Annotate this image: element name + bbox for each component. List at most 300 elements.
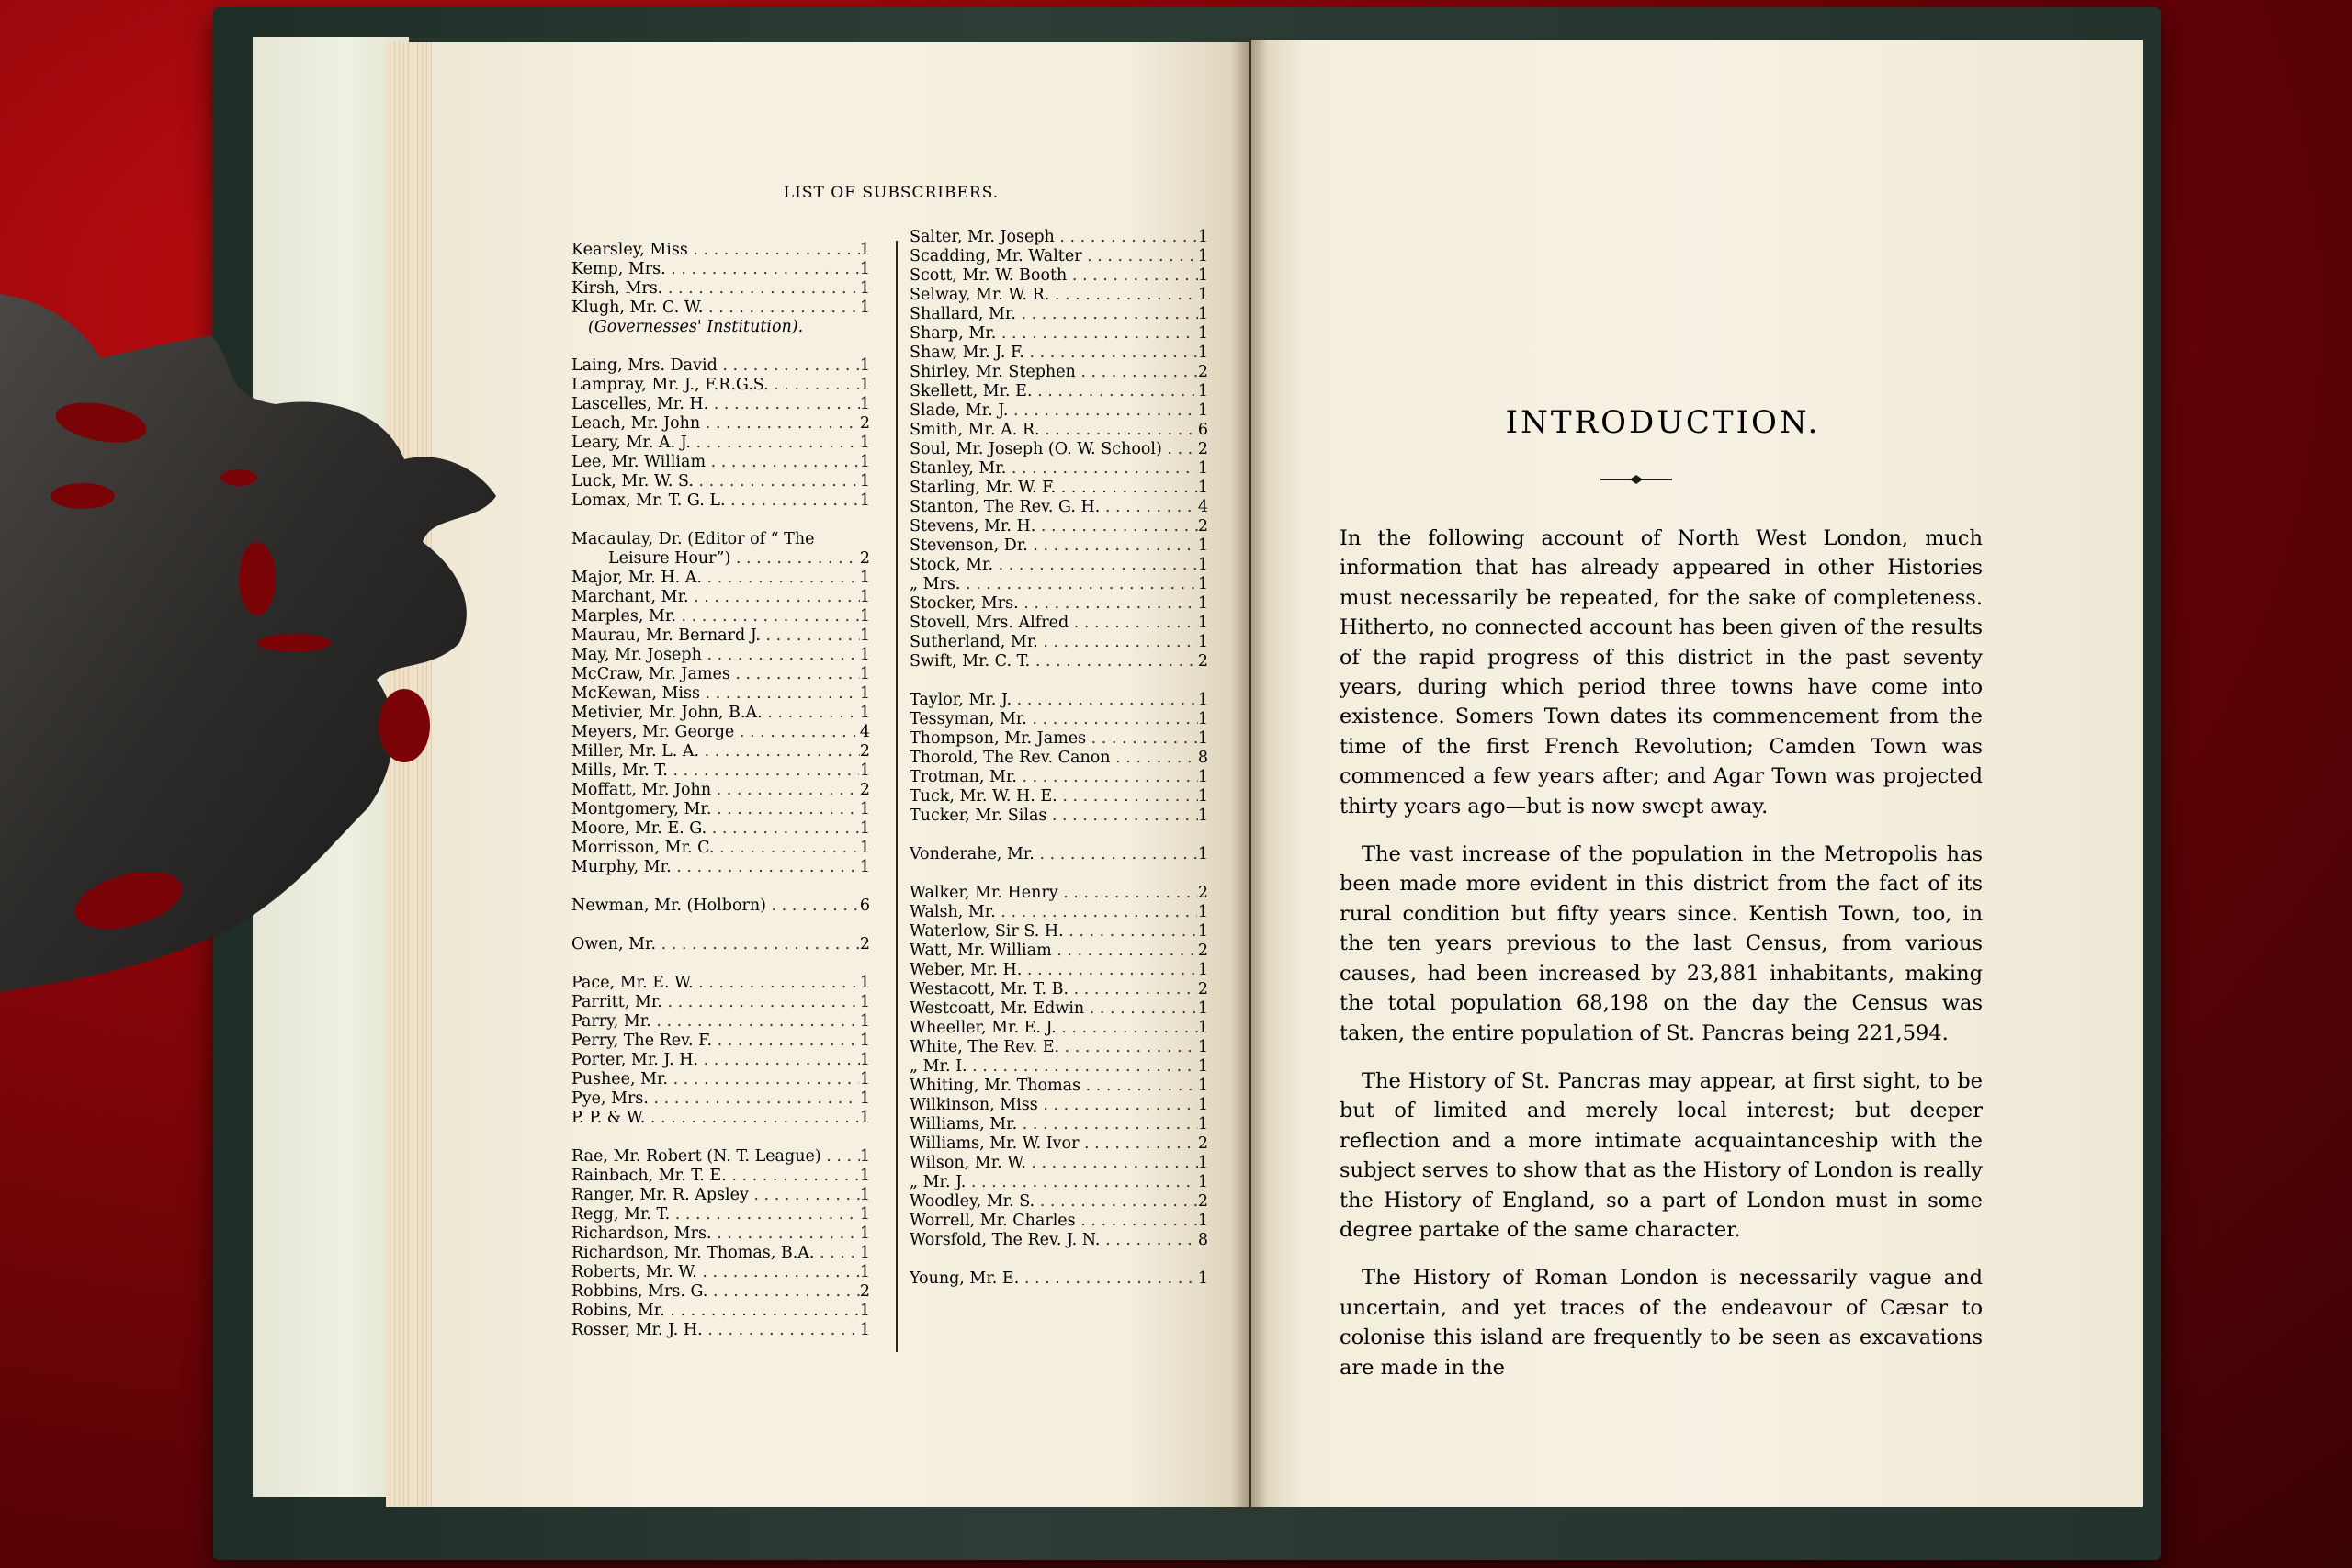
subscriber-count: 1 xyxy=(859,761,870,780)
subscriber-name: Thompson, Mr. James . . . xyxy=(910,729,1198,749)
subscriber-name: Pace, Mr. E. W. . . . xyxy=(571,974,860,993)
subscriber-count: 2 xyxy=(1197,1192,1208,1211)
subscriber-entry xyxy=(571,1263,870,1282)
ornament-divider xyxy=(1600,473,1672,486)
subscriber-name: Scott, Mr. W. Booth . . . xyxy=(910,266,1198,286)
subscriber-entry xyxy=(571,935,870,954)
subscriber-count: 1 xyxy=(1197,228,1208,246)
subscriber-entry xyxy=(910,961,1208,980)
subscriber-count: 2 xyxy=(1197,942,1208,960)
subscriber-name: May, Mr. Joseph . . . xyxy=(571,646,860,665)
subscriber-count: 1 xyxy=(859,472,870,491)
subscriber-name: Soul, Mr. Joseph (O. W. School) . . . xyxy=(910,440,1198,459)
entry-gap xyxy=(571,337,870,356)
subscriber-entry xyxy=(571,1070,870,1089)
subscriber-name: Luck, Mr. W. S. . . . xyxy=(571,472,860,491)
subscriber-name: Morrisson, Mr. C. . . . xyxy=(571,839,860,858)
subscriber-count: 2 xyxy=(859,1282,870,1301)
subscriber-count: 1 xyxy=(1197,1038,1208,1056)
subscriber-count: 1 xyxy=(859,1302,870,1320)
subscriber-count: 2 xyxy=(859,781,870,799)
subscriber-count: 1 xyxy=(859,626,870,645)
subscriber-entry xyxy=(910,536,1208,556)
subscriber-name: Stevenson, Dr. . . . xyxy=(910,536,1198,556)
subscriber-entry xyxy=(910,749,1208,768)
subscriber-count: 1 xyxy=(859,453,870,471)
subscriber-count: 1 xyxy=(1197,1115,1208,1134)
subscriber-name: Stovell, Mrs. Alfred . . . xyxy=(910,614,1198,633)
subscriber-entry xyxy=(910,787,1208,807)
entry-gap xyxy=(910,864,1208,884)
subscriber-count: 1 xyxy=(859,279,870,298)
subscriber-count: 1 xyxy=(859,1051,870,1069)
subscriber-entry xyxy=(571,665,870,684)
subscriber-entry xyxy=(571,704,870,723)
subscriber-count: 1 xyxy=(859,819,870,838)
introduction-title: INTRODUCTION. xyxy=(1505,404,1821,441)
subscriber-entry xyxy=(910,1019,1208,1038)
subscriber-count: 1 xyxy=(859,1244,870,1262)
subscriber-entry xyxy=(571,395,870,414)
subscriber-count: 2 xyxy=(859,742,870,761)
subscriber-name: Leary, Mr. A. J. . . . xyxy=(571,434,860,453)
subscriber-name: Westacott, Mr. T. B. . . . xyxy=(910,980,1198,999)
subscriber-name: Vonderahe, Mr. . . . xyxy=(910,845,1198,864)
subscriber-name: Sharp, Mr. . . . xyxy=(910,324,1197,344)
subscriber-name: Stanton, The Rev. G. H. . . . xyxy=(910,498,1198,517)
subscriber-count: 1 xyxy=(1197,1212,1208,1230)
subscriber-count: 1 xyxy=(859,858,870,876)
subscriber-count: 2 xyxy=(859,935,870,953)
running-head: LIST OF SUBSCRIBERS. xyxy=(783,184,1000,202)
subscriber-count: 1 xyxy=(1197,710,1208,728)
subscriber-name: Walker, Mr. Henry . . . xyxy=(910,884,1198,903)
subscriber-entry xyxy=(910,286,1208,305)
subscriber-name: Scadding, Mr. Walter . . . xyxy=(910,247,1198,266)
subscriber-entry xyxy=(910,1231,1208,1250)
subscriber-name: P. P. & W. . . . xyxy=(571,1109,859,1128)
subscriber-count: 1 xyxy=(1197,266,1208,285)
subscriber-name: Thorold, The Rev. Canon . . . xyxy=(910,749,1198,768)
subscriber-name: Waterlow, Sir S. H. . . . xyxy=(910,922,1198,942)
subscriber-count: 8 xyxy=(1197,1231,1208,1249)
subscriber-name: Swift, Mr. C. T. . . . xyxy=(910,652,1198,671)
subscribers-column-a xyxy=(571,241,870,1340)
subscriber-count: 1 xyxy=(859,646,870,664)
subscriber-name: Kemp, Mrs. . . . xyxy=(571,260,859,279)
subscriber-entry xyxy=(571,241,870,260)
subscriber-count: 1 xyxy=(859,260,870,278)
subscriber-count: 1 xyxy=(859,1321,870,1339)
subscriber-name: Whiting, Mr. Thomas . . . xyxy=(910,1077,1198,1096)
entry-gap xyxy=(910,1250,1208,1269)
subscriber-count: 8 xyxy=(1197,749,1208,767)
subscriber-entry xyxy=(571,549,870,569)
subscriber-count: 1 xyxy=(859,1089,870,1108)
subscriber-name: McCraw, Mr. James . . . xyxy=(571,665,860,684)
subscriber-entry xyxy=(910,266,1208,286)
subscriber-count: 2 xyxy=(1197,1134,1208,1153)
subscriber-count: 2 xyxy=(1197,884,1208,902)
subscriber-count: 1 xyxy=(859,1205,870,1224)
subscriber-entry xyxy=(910,633,1208,652)
subscriber-entry xyxy=(571,742,870,761)
subscriber-entry xyxy=(571,472,870,491)
subscriber-name: Stevens, Mr. H. . . . xyxy=(910,517,1198,536)
subscriber-count: 1 xyxy=(1197,1096,1208,1114)
subscriber-entry xyxy=(571,1032,870,1051)
subscriber-count: 1 xyxy=(859,800,870,818)
subscriber-name: Tucker, Mr. Silas . . . xyxy=(910,807,1198,826)
subscriber-count xyxy=(852,530,870,549)
subscriber-name: Smith, Mr. A. R. . . . xyxy=(910,421,1198,440)
subscriber-name: „ Mr. J. . . . xyxy=(910,1173,1196,1192)
subscriber-count: 1 xyxy=(1197,1077,1208,1095)
subscriber-entry xyxy=(571,376,870,395)
subscriber-entry xyxy=(910,1192,1208,1212)
subscriber-name: Watt, Mr. William . . . xyxy=(910,942,1198,961)
subscriber-name: Selway, Mr. W. R. . . . xyxy=(910,286,1198,305)
subscriber-count: 1 xyxy=(1197,459,1208,478)
subscriber-name: Shaw, Mr. J. F. . . . xyxy=(910,344,1198,363)
subscriber-entry xyxy=(571,684,870,704)
subscriber-name: Westcoatt, Mr. Edwin . . . xyxy=(910,999,1198,1019)
subscriber-name: Lee, Mr. William . . . xyxy=(571,453,860,472)
subscriber-count: 1 xyxy=(859,1012,870,1031)
subscriber-name: Worsfold, The Rev. J. N. . . . xyxy=(910,1231,1198,1250)
entry-gap xyxy=(571,877,870,897)
subscriber-name: Weber, Mr. H. . . . xyxy=(910,961,1198,980)
subscriber-count: 1 xyxy=(859,993,870,1011)
subscriber-count: 1 xyxy=(1197,807,1208,825)
subscribers-column-b xyxy=(910,228,1208,1289)
subscriber-name: Stock, Mr. . . . xyxy=(910,556,1197,575)
subscriber-name: Roberts, Mr. W. . . . xyxy=(571,1263,860,1282)
subscriber-entry xyxy=(910,729,1208,749)
subscriber-count: 1 xyxy=(859,299,870,317)
subscriber-name: Kearsley, Miss . . . xyxy=(571,241,860,260)
subscriber-name: Parritt, Mr. . . . xyxy=(571,993,859,1012)
subscriber-count: 1 xyxy=(1197,999,1208,1018)
subscriber-count: 2 xyxy=(1197,517,1208,536)
subscriber-count: 1 xyxy=(859,241,870,259)
paragraph-2: The vast increase of the population in the Metropolis has been made more evident in this district from the fact of its rural condition but fifty years since. Kentish Town, too, in the ten years previous to the last Census, from various causes, had been increased by 23,881 inhabitants, making the total population 68,198 on the day the Census was taken, the entire population of St. Pancras being 221,594. xyxy=(1340,842,1983,1045)
subscriber-name: Taylor, Mr. J. . . . xyxy=(910,691,1198,710)
subscriber-entry xyxy=(571,299,870,318)
introduction-body xyxy=(1340,524,1983,1401)
subscriber-name: Tessyman, Mr. . . . xyxy=(910,710,1198,729)
subscriber-entry xyxy=(910,1096,1208,1115)
subscriber-name: White, The Rev. E. . . . xyxy=(910,1038,1198,1057)
subscriber-entry xyxy=(910,575,1208,594)
subscriber-count: 1 xyxy=(859,1147,870,1166)
subscriber-count: 1 xyxy=(1197,961,1208,979)
subscriber-name: Maurau, Mr. Bernard J. . . . xyxy=(571,626,860,646)
subscriber-name: Ranger, Mr. R. Apsley . . . xyxy=(571,1186,860,1205)
subscriber-entry xyxy=(910,344,1208,363)
subscriber-count: 1 xyxy=(859,974,870,992)
subscriber-entry xyxy=(910,942,1208,961)
entry-gap xyxy=(571,511,870,530)
subscriber-name: Klugh, Mr. C. W. . . . xyxy=(571,299,860,318)
subscriber-entry xyxy=(910,421,1208,440)
subscriber-count: 6 xyxy=(859,897,870,915)
subscriber-count: 1 xyxy=(859,356,870,375)
subscriber-count: 1 xyxy=(1197,1269,1208,1288)
subscriber-entry xyxy=(910,1173,1208,1192)
subscriber-entry xyxy=(571,1109,870,1128)
metal-bookmark xyxy=(0,294,514,1029)
subscriber-entry xyxy=(910,382,1208,401)
subscriber-entry xyxy=(571,530,870,549)
subscriber-count: 1 xyxy=(859,434,870,452)
subscriber-count: 1 xyxy=(859,1186,870,1204)
subscriber-name: Rainbach, Mr. T. E. . . . xyxy=(571,1167,860,1186)
subscriber-name: Lomax, Mr. T. G. L. . . . xyxy=(571,491,860,511)
subscriber-count: 1 xyxy=(1197,382,1208,400)
subscriber-count: 1 xyxy=(1197,247,1208,265)
subscriber-entry xyxy=(910,324,1208,344)
subscriber-entry xyxy=(571,279,870,299)
subscriber-entry xyxy=(571,761,870,781)
subscriber-entry xyxy=(910,768,1208,787)
subscriber-count: 1 xyxy=(1197,575,1208,593)
subscriber-count: 1 xyxy=(1197,1173,1208,1191)
subscriber-entry xyxy=(571,1167,870,1186)
book-gutter xyxy=(1231,37,1268,1511)
column-divider xyxy=(896,241,898,1352)
subscriber-entry xyxy=(910,1115,1208,1134)
subscriber-name: Stanley, Mr. . . . xyxy=(910,459,1197,479)
subscriber-count: 1 xyxy=(859,1032,870,1050)
subscriber-entry xyxy=(571,839,870,858)
paragraph-4: The History of Roman London is necessarily vague and uncertain, and yet traces of the endeavour of Cæsar to colonise this island are frequently to be seen as excavations are made in the xyxy=(1340,1266,1983,1380)
subscriber-entry xyxy=(910,228,1208,247)
subscriber-entry xyxy=(571,897,870,916)
subscriber-count: 1 xyxy=(1197,1154,1208,1172)
paragraph-3: The History of St. Pancras may appear, at first sight, to be but of limited and merely local interest; but deeper reflection and a more intimate acquaintanceship with the subject serves to show that as the History of London is really the History of England, so a part of London must in some degree partake of the same character. xyxy=(1340,1068,1983,1242)
subscriber-count: 1 xyxy=(859,395,870,413)
subscriber-name: Meyers, Mr. George . . . xyxy=(571,723,860,742)
subscriber-entry xyxy=(571,1012,870,1032)
subscriber-entry xyxy=(571,993,870,1012)
subscriber-entry xyxy=(910,517,1208,536)
subscriber-name: Rosser, Mr. J. H. . . . xyxy=(571,1321,860,1340)
subscriber-count: 1 xyxy=(1197,845,1208,863)
subscriber-entry xyxy=(910,1212,1208,1231)
subscriber-entry xyxy=(910,807,1208,826)
subscriber-name: Lampray, Mr. J., F.R.G.S. . . . xyxy=(571,376,860,395)
subscriber-name: Parry, Mr. . . . xyxy=(571,1012,859,1032)
subscriber-entry xyxy=(910,305,1208,324)
subscriber-name: Perry, The Rev. F. . . . xyxy=(571,1032,860,1051)
subscriber-entry xyxy=(910,1134,1208,1154)
subscriber-entry xyxy=(571,819,870,839)
subscriber-name: Wilson, Mr. W. . . . xyxy=(910,1154,1198,1173)
subscriber-count: 1 xyxy=(859,588,870,606)
subscriber-count: 2 xyxy=(1197,652,1208,671)
subscriber-entry xyxy=(910,903,1208,922)
subscriber-name: Williams, Mr. . . . xyxy=(910,1115,1198,1134)
subscriber-name: Porter, Mr. J. H. . . . xyxy=(571,1051,860,1070)
subscriber-count: 1 xyxy=(859,491,870,510)
subscriber-count: 1 xyxy=(1197,286,1208,304)
subscriber-count: 1 xyxy=(1197,556,1208,574)
subscriber-entry xyxy=(571,1321,870,1340)
subscriber-count: 1 xyxy=(859,569,870,587)
subscriber-note: (Governesses' Institution). xyxy=(588,318,804,336)
subscriber-entry xyxy=(910,652,1208,671)
subscriber-name: Woodley, Mr. S. . . . xyxy=(910,1192,1198,1212)
subscriber-name: Leach, Mr. John . . . xyxy=(571,414,860,434)
subscriber-entry xyxy=(910,845,1208,864)
subscriber-count: 2 xyxy=(859,414,870,433)
subscriber-entry xyxy=(571,588,870,607)
subscriber-entry xyxy=(571,1051,870,1070)
subscriber-name: Sutherland, Mr. . . . xyxy=(910,633,1198,652)
subscriber-name: Owen, Mr. . . . xyxy=(571,935,859,954)
subscriber-name: Lascelles, Mr. H. . . . xyxy=(571,395,860,414)
subscriber-count: 1 xyxy=(1197,1057,1208,1076)
subscriber-name: Trotman, Mr. . . . xyxy=(910,768,1198,787)
subscriber-entry xyxy=(571,414,870,434)
subscriber-entry xyxy=(910,1077,1208,1096)
subscriber-name: Salter, Mr. Joseph . . . xyxy=(910,228,1198,247)
subscriber-count: 1 xyxy=(859,1109,870,1127)
subscriber-name: Richardson, Mrs. . . . xyxy=(571,1224,860,1244)
subscriber-count: 1 xyxy=(1197,479,1208,497)
subscriber-name: Tuck, Mr. W. H. E. . . . xyxy=(910,787,1198,807)
subscriber-entry xyxy=(571,453,870,472)
subscriber-count: 1 xyxy=(1197,903,1208,921)
subscriber-name: Young, Mr. E. . . . xyxy=(910,1269,1198,1289)
subscriber-entry xyxy=(571,723,870,742)
subscriber-count: 1 xyxy=(1197,324,1208,343)
subscriber-name: „ Mrs. . . . xyxy=(910,575,1196,594)
subscriber-name: Laing, Mrs. David . . . xyxy=(571,356,860,376)
subscriber-count: 1 xyxy=(1197,922,1208,941)
subscriber-entry xyxy=(571,1089,870,1109)
subscriber-count: 1 xyxy=(1197,344,1208,362)
subscriber-entry xyxy=(910,440,1208,459)
subscriber-entry xyxy=(571,491,870,511)
subscriber-count: 1 xyxy=(859,665,870,683)
subscriber-count: 1 xyxy=(1197,633,1208,651)
subscriber-name: Williams, Mr. W. Ivor . . . xyxy=(910,1134,1198,1154)
entry-gap xyxy=(571,1128,870,1147)
subscriber-count: 1 xyxy=(859,684,870,703)
subscriber-entry xyxy=(910,1057,1208,1077)
subscriber-name: Richardson, Mr. Thomas, B.A. . . . xyxy=(571,1244,860,1263)
subscriber-entry xyxy=(910,691,1208,710)
subscriber-entry xyxy=(910,1154,1208,1173)
subscriber-entry xyxy=(910,922,1208,942)
subscriber-name: Montgomery, Mr. . . . xyxy=(571,800,860,819)
subscriber-count: 2 xyxy=(1197,980,1208,998)
subscriber-name: Newman, Mr. (Holborn) . . . xyxy=(571,897,860,916)
subscriber-count: 6 xyxy=(1197,421,1208,439)
subscriber-name: Moore, Mr. E. G. . . . xyxy=(571,819,860,839)
subscriber-count: 1 xyxy=(859,1167,870,1185)
subscriber-name: Skellett, Mr. E. . . . xyxy=(910,382,1198,401)
subscriber-entry xyxy=(571,1224,870,1244)
subscriber-entry xyxy=(910,884,1208,903)
subscriber-entry xyxy=(571,626,870,646)
subscriber-entry xyxy=(571,646,870,665)
subscriber-name: Rae, Mr. Robert (N. T. League) . . . xyxy=(571,1147,860,1167)
subscriber-entry xyxy=(571,800,870,819)
subscriber-name: Walsh, Mr. . . . xyxy=(910,903,1197,922)
subscriber-name: Pushee, Mr. . . . xyxy=(571,1070,859,1089)
entry-gap xyxy=(571,916,870,935)
subscriber-name: Robins, Mr. . . . xyxy=(571,1302,859,1321)
subscriber-entry xyxy=(910,247,1208,266)
subscriber-entry xyxy=(571,1244,870,1263)
subscriber-count: 1 xyxy=(859,376,870,394)
subscriber-name: Wheeller, Mr. E. J. . . . xyxy=(910,1019,1198,1038)
subscriber-name: Robbins, Mrs. G. . . . xyxy=(571,1282,860,1302)
subscriber-entry xyxy=(571,1186,870,1205)
subscriber-entry xyxy=(910,363,1208,382)
subscriber-name: Mills, Mr. T. . . . xyxy=(571,761,859,781)
subscriber-count: 1 xyxy=(1197,594,1208,613)
subscriber-entry xyxy=(571,1302,870,1321)
subscriber-entry xyxy=(910,459,1208,479)
entry-gap xyxy=(910,826,1208,845)
subscriber-entry xyxy=(910,710,1208,729)
subscriber-name: Moffatt, Mr. John . . . xyxy=(571,781,860,800)
subscriber-entry xyxy=(571,858,870,877)
subscriber-name: Murphy, Mr. . . . xyxy=(571,858,859,877)
subscriber-name: Wilkinson, Miss . . . xyxy=(910,1096,1198,1115)
subscriber-count: 1 xyxy=(859,704,870,722)
subscriber-entry xyxy=(910,594,1208,614)
subscriber-entry xyxy=(571,974,870,993)
subscriber-count: 4 xyxy=(859,723,870,741)
subscriber-name: Metivier, Mr. John, B.A. . . . xyxy=(571,704,860,723)
subscriber-entry xyxy=(910,479,1208,498)
subscriber-entry xyxy=(571,607,870,626)
subscriber-name: McKewan, Miss . . . xyxy=(571,684,860,704)
subscriber-count: 1 xyxy=(859,1070,870,1089)
subscriber-name: Starling, Mr. W. F. . . . xyxy=(910,479,1198,498)
subscriber-name: Marples, Mr. . . . xyxy=(571,607,860,626)
subscriber-name: „ Mr. I. . . . xyxy=(910,1057,1196,1077)
subscriber-count: 1 xyxy=(1197,691,1208,709)
entry-gap xyxy=(571,954,870,974)
subscriber-name: Leisure Hour”) . . . xyxy=(571,549,860,569)
subscriber-entry xyxy=(910,498,1208,517)
subscriber-entry xyxy=(910,556,1208,575)
subscriber-count: 1 xyxy=(859,1263,870,1281)
entry-gap xyxy=(910,671,1208,691)
subscriber-name: Miller, Mr. L. A. . . . xyxy=(571,742,860,761)
subscriber-count: 1 xyxy=(1197,1019,1208,1037)
subscriber-name: Shallard, Mr. . . . xyxy=(910,305,1198,324)
subscriber-entry xyxy=(571,781,870,800)
subscriber-count: 1 xyxy=(1197,787,1208,806)
subscriber-count: 2 xyxy=(1197,363,1208,381)
subscriber-count: 1 xyxy=(1197,536,1208,555)
subscriber-name: Kirsh, Mrs. . . . xyxy=(571,279,859,299)
subscriber-count: 1 xyxy=(1197,401,1208,420)
subscriber-count: 2 xyxy=(859,549,870,568)
subscriber-count: 1 xyxy=(1197,305,1208,323)
subscriber-entry xyxy=(571,1282,870,1302)
subscriber-entry xyxy=(571,260,870,279)
subscriber-entry xyxy=(571,356,870,376)
subscriber-entry xyxy=(571,1205,870,1224)
